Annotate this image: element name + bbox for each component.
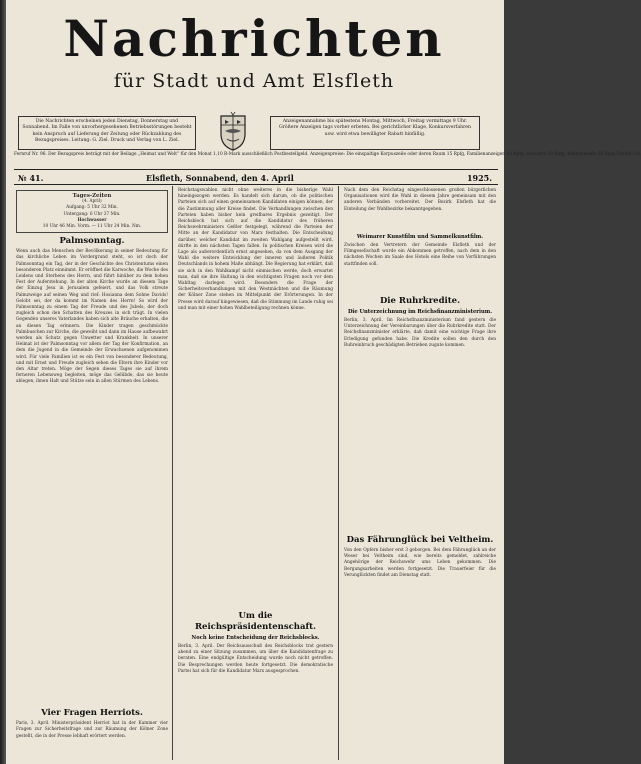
article-subheadline: Noch keine Entscheidung der Reichsblocks. (191, 635, 320, 641)
column-divider (172, 186, 173, 760)
article-body: Von den Opfern bisher erst 3 geborgen. Bei dem Fährunglück an der Weser bei Veltheim sind, wie bereits gemeldet, zahlreiche Angehörige der Reichswehr ums Leben gekommen. Die Bergungsarbeiten werden fortgesetzt. Die Trauerfeier für die Verunglückten findet am Dienstag statt. (344, 548, 496, 578)
tide-line: (4. April) (82, 199, 102, 205)
tide-line: Hochwasser (77, 217, 107, 223)
publication-info-box: Die Nachrichten erscheinen jeden Dienstag, Donnerstag und Sonnabend. Im Falle von unvorhergesehenen Betriebsstörungen besteht kein Anspruch auf Lieferung der Zeitung oder Rückzahlung des Bezugspreises. Leitung: G. Ziel. Druck und Verlag von L. Ziel. (18, 116, 196, 150)
tide-title: Tages-Zeiten (72, 193, 112, 199)
price-info-line (14, 152, 641, 158)
article-headline: Palmsonntag. (59, 236, 125, 247)
tide-times-box (16, 190, 168, 233)
article-headline: Das Fährunglück bei Veltheim. (346, 535, 494, 545)
column-divider (338, 186, 339, 760)
article-body: Zwischen den Vertretern der Gemeinde Elsfleth und der Filmgesellschaft wurde ein Abkommen getroffen, nach dem in den nächsten Wochen im Saale des Hotels eine Reihe von Vorführungen stattfinden soll. (344, 243, 496, 267)
article-body: Wenn auch das Menschen der Bevölkerung in seiner Bedeutung für das kirchliche Leben im Vordergrund steht, so ist doch der Palmsonntag ein Tag, der in der Geschichte des Christentums einen besonderen Platz einnimmt. Er eröffnet die Karwoche, die Woche des Leidens und Sterbens des Herrn, und führt hinüber zu dem hohen Fest der Auferstehung. In der alten Kirche wurde an diesem Tage der Einzug Jesu in Jerusalem gefeiert, und das Volk streute Palmzweige auf seinen Weg und rief: Hosianna dem Sohne Davids! Gelobt sei, der da kommt im Namen des Herrn! So wird der Palmsonntag zu einem Tag der Freude und des Jubels, der doch zugleich schon den Schatten des Kreuzes in sich trägt. In vielen Gegenden unseres Vaterlandes haben sich alte Bräuche erhalten, die an diesen Tag erinnern. Die Kinder tragen geschmückte Palmbuschen zur Kirche, die geweiht und dann im Hause aufbewahrt werden als Schutz gegen Unwetter und Krankheit. In unserer Heimat ist der Palmsonntag vor allem der Tag der Konfirmation, an dem die Jugend in die Gemeinde der Erwachsenen aufgenommen wird. Für viele Familien ist es ein Fest von besonderer Bedeutung, und mit Ernst und Freude zugleich sehen die Eltern ihre Kinder vor den Altar treten. Möge der Segen dieses Tages sie auf ihrem ferneren Lebensweg begleiten, möge das Gelübde, das sie heute ablegen, ihnen Halt und Stütze sein in allen Stürmen des Lebens. (16, 249, 168, 385)
issue-number: № 41. (18, 173, 44, 183)
article-body: Berlin, 3. April. Der Reichsausschuß des Reichsblocks trat gestern abend zu einer Sitzung zusammen, um über die Kandidatenfrage zu beraten. Eine endgültige Entscheidung wurde noch nicht getroffen. Die Besprechungen werden heute fortgesetzt. Die demokratische Partei hat sich für die Kandidatur Marx ausgesprochen. (178, 644, 333, 674)
masthead-title: Nachrichten (63, 9, 445, 68)
article-subheadline: Weimarer Kunstfilm und Sammelkunstfilm. (356, 234, 484, 240)
article-body: Nach dem den Reichstag eingeschlossenen großen bürgerlichen Organisationen wird die Wahl in diesem Jahre gemeinsam mit den anderen Verbänden vorbereitet. Der Bezirk Elsfleth hat die Einteilung der Wahlbezirke bekanntgegeben. (344, 188, 496, 212)
column-2 (178, 188, 333, 760)
article-headline: Um die Reichspräsidentenschaft. (194, 611, 317, 632)
divider (14, 169, 498, 170)
article-headline: Die Ruhrkredite. (379, 296, 461, 306)
issue-date: Elsfleth, Sonnabend, den 4. April (146, 173, 294, 183)
column-3 (344, 188, 496, 760)
divider (14, 184, 498, 185)
article-headline: Vier Fragen Herriots. (41, 708, 143, 719)
advertising-info-box: Anzeigenannahme bis spätestens Montag, Mittwoch, Freitag vormittags 9 Uhr. Größere Anzeigen tags vorher erbeten. Bei gerichtlicher Klage, Konkursverfahren usw. wird etwa bewilligter Rabatt hinfällig. (270, 116, 480, 150)
masthead-subtitle: für Stadt und Amt Elsfleth (113, 70, 395, 92)
article-body: Reichstagswahlen nicht ohne weiteres in die bisherige Wahl hineingezogen werden. Es handelt sich darum, ob die politischen Parteien sich auf einen gemeinsamen Kandidaten einigen können, der die Zustimmung aller Kreise findet. Die Verhandlungen zwischen den Parteien haben bisher kein greifbares Ergebnis gezeitigt. Der Reichsblock hat sich auf die Kandidatur des früheren Reichswehrministers Geßler festgelegt, während die Parteien der Mitte an der Kandidatur von Marx festhalten. Die Entscheidung darüber, welcher Kandidat im zweiten Wahlgang aufgestellt wird, dürfte in den nächsten Tagen fallen. In politischen Kreisen wird die Lage als außerordentlich ernst angesehen, da von dem Ausgang der Wahl die weitere Entwicklung der inneren und äußeren Politik Deutschlands in hohem Maße abhängt. Die Regierung hat erklärt, daß sie sich in den Wahlkampf nicht einmischen werde, doch erwartet man, daß sie ihre Haltung in den wichtigsten Fragen noch vor dem Wahltag darlegen wird. Besonders die Frage der Sicherheitsverhandlungen mit den Westmächten und die Räumung der Kölner Zone stehen im Mittelpunkt der Erörterungen. In der Presse wird darauf hingewiesen, daß die Stimmung im Lande ruhig sei und man mit einer hohen Wahlbeteiligung rechnen könne. (178, 188, 334, 311)
issue-year: 1925. (466, 173, 492, 183)
column-1 (16, 188, 168, 760)
tide-line: Aufgang: 5 Uhr 32 Min. (66, 205, 118, 211)
article-body: Berlin, 3. April. Im Reichsfinanzministerium fand gestern die Unterzeichnung der Vereinbarungen über die Ruhrkredite statt. Der Reichsfinanzminister erklärte, daß damit eine wichtige Frage ihre Erledigung gefunden habe. Die Kredite sollen den durch den Ruhreinbruch geschädigten Betrieben zugute kommen. (344, 318, 496, 348)
postal-code: Elsfleth 18. (616, 152, 641, 157)
coat-of-arms-icon (216, 112, 250, 152)
phone-number: Fernruf Nr. 96. (14, 152, 47, 157)
article-body: Paris, 3. April. Ministerpräsident Herriot hat in der Kammer vier Fragen zur Sicherheitsfrage und zur Räumung der Kölner Zone gestellt, die in der Presse lebhaft erörtert werden. (16, 721, 168, 739)
tide-line: 10 Uhr 46 Min. Vorm. — 11 Uhr 24 Min. Nm. (42, 224, 142, 230)
newspaper-page (6, 0, 641, 764)
price-text: Der Bezugspreis beträgt mit der Beilage „Heimat und Welt“ für den Monat 1,10 R-Mark ausschließlich Postbestellgeld. Anzeigenpreise: Die einspaltige Korpuszeile oder deren Raum 15 Rpfg, Familienanzeigen 10 Rpfg, auswärts 20 Rpfg, Reklamezeile 50 Rpfg (48, 152, 615, 157)
article-subheadline: Die Unterzeichnung im Reichsfinanzministerium. (347, 309, 493, 315)
tide-line: Untergang: 6 Uhr 37 Min. (63, 211, 121, 217)
